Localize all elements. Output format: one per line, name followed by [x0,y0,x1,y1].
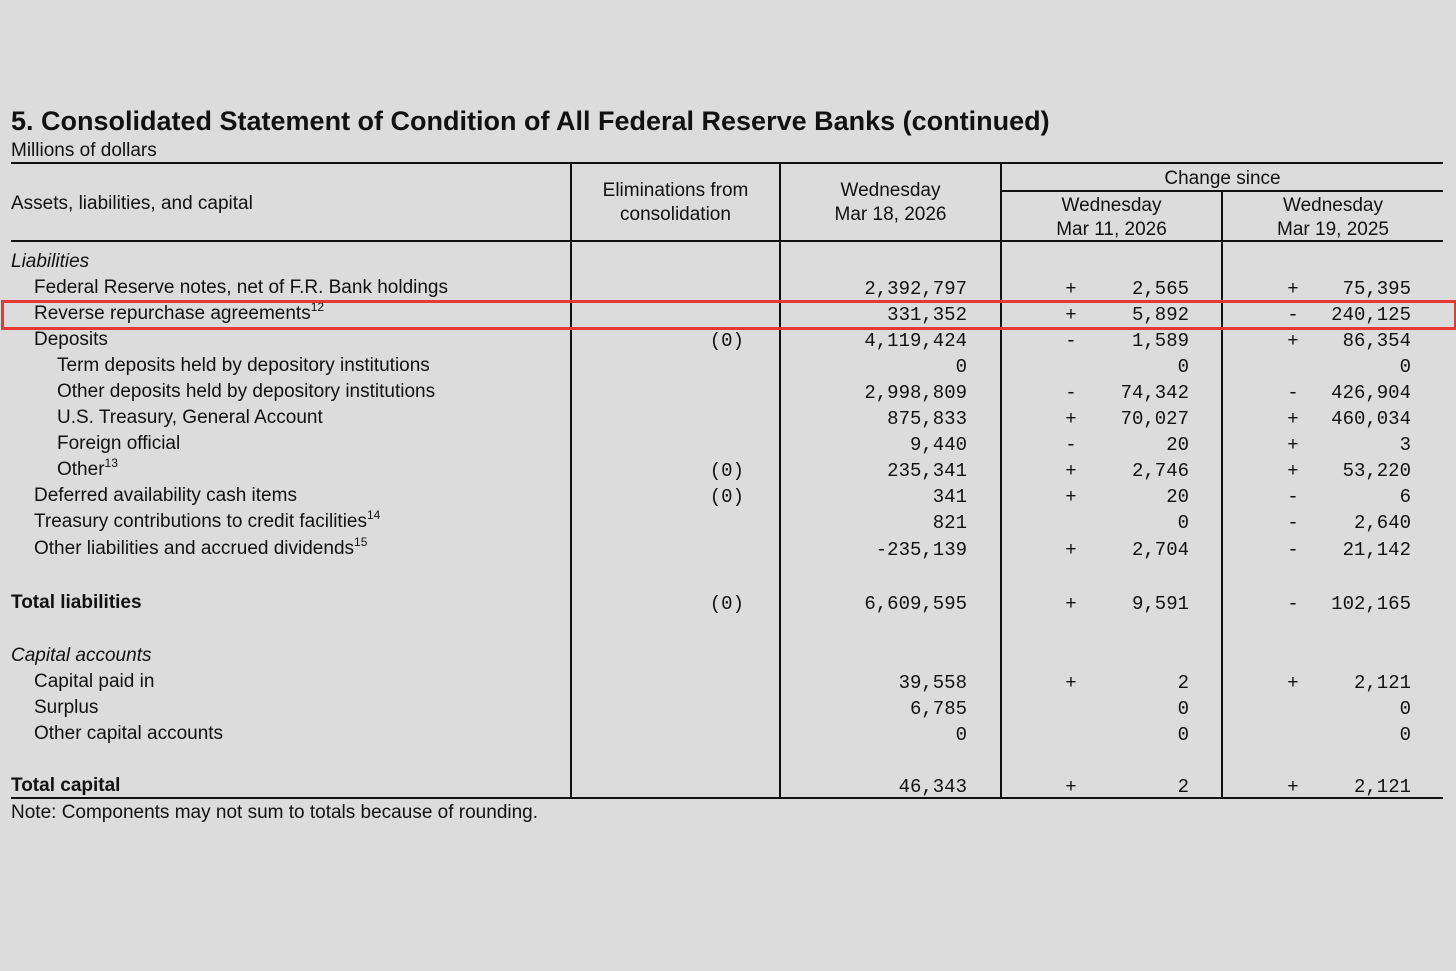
cell-change2: 2,640 [1353,512,1411,534]
cell-value: 46,343 [898,776,967,798]
row-label-text: Deferred availability cash items [34,485,297,506]
col-divider-2 [779,162,781,799]
cell-change1: 2 [1177,776,1189,798]
row-label [11,644,151,668]
row-label [34,510,380,534]
header-chg2-line1: Wednesday [1283,195,1383,216]
cell-value: 0 [955,356,967,378]
cell-change1: 5,892 [1131,304,1189,326]
row-label [57,380,435,404]
row-label [34,696,98,720]
cell-change1-sign: + [1065,304,1077,326]
cell-change2: 460,034 [1331,408,1411,430]
cell-change2: 0 [1399,724,1411,746]
cell-change1-sign: + [1065,593,1077,615]
cell-change1-sign: + [1065,486,1077,508]
cell-change2: 6 [1399,486,1411,508]
cell-change2: 0 [1399,698,1411,720]
cell-change2: 240,125 [1331,304,1411,326]
cell-change2: 426,904 [1331,382,1411,404]
cell-change1: 70,027 [1120,408,1189,430]
footnote-marker: 13 [104,456,118,470]
row-label [34,537,367,561]
cell-change2: 2,121 [1353,776,1411,798]
cell-change2: 21,142 [1342,539,1411,561]
cell-value: 341 [932,486,967,508]
cell-change1: 2,704 [1131,539,1189,561]
row-label-text: Reverse repurchase agreements [34,303,311,324]
cell-change1-sign: + [1065,408,1077,430]
footnote-marker: 14 [366,508,381,522]
row-label-text: Surplus [34,697,99,718]
row-label [11,591,142,615]
cell-change2-sign: - [1287,512,1299,534]
cell-value: 9,440 [909,434,967,456]
cell-change1: 2 [1177,672,1189,694]
cell-change2-sign: + [1287,434,1299,456]
cell-change1-sign: + [1065,460,1077,482]
row-label-text: Treasury contributions to credit facilities [34,511,367,532]
cell-change2-sign: - [1287,382,1299,404]
cell-change2: 75,395 [1342,278,1411,300]
header-elim-line1: Eliminations from [602,180,749,201]
cell-change2: 3 [1399,434,1411,456]
cell-change1: 9,591 [1131,593,1189,615]
header-chg2-line2: Mar 19, 2025 [1277,219,1389,240]
cell-change1-sign: + [1065,278,1077,300]
row-label [34,722,223,746]
row-label [11,774,120,798]
cell-value: 6,609,595 [864,593,967,615]
table-title: 5. Consolidated Statement of Condition of All Federal Reserve Banks (continued) [11,106,1050,136]
cell-value: 235,341 [887,460,967,482]
cell-change2: 53,220 [1342,460,1411,482]
row-label [34,328,108,352]
cell-change2-sign: + [1287,278,1299,300]
cell-eliminations: (0) [709,486,744,508]
cell-change1-sign: + [1065,776,1077,798]
row-label [57,432,180,456]
row-label-text: Federal Reserve notes, net of F.R. Bank holdings [34,277,449,298]
cell-value: 0 [955,724,967,746]
row-label-text: Other deposits held by depository institutions [57,381,436,402]
cell-value: -235,139 [875,539,967,561]
row-label [34,670,154,694]
cell-change1: 0 [1177,356,1189,378]
row-label-text: Capital paid in [34,671,155,692]
cell-eliminations: (0) [709,593,744,615]
cell-change2-sign: - [1287,304,1299,326]
cell-value: 821 [932,512,967,534]
header-wed-line2: Mar 18, 2026 [834,204,947,225]
cell-change1: 20 [1166,434,1189,456]
cell-change2-sign: - [1287,486,1299,508]
row-label [57,354,430,378]
cell-change2: 86,354 [1342,330,1411,352]
cell-change2-sign: + [1287,330,1299,352]
row-label-text: Deposits [34,329,108,350]
cell-eliminations: (0) [709,460,744,482]
cell-change1-sign: - [1065,382,1077,404]
cell-value: 4,119,424 [864,330,967,352]
cell-change1-sign: + [1065,672,1077,694]
cell-change2: 0 [1399,356,1411,378]
cell-change2: 102,165 [1331,593,1411,615]
row-label [57,406,323,430]
row-label-text: Liabilities [11,251,90,272]
cell-change1: 74,342 [1120,382,1189,404]
row-label-text: Other [57,459,105,480]
cell-value: 6,785 [909,698,967,720]
cell-change1: 20 [1166,486,1189,508]
footnote-marker: 12 [310,300,325,314]
bottom-rule [11,797,1443,799]
cell-change1: 2,565 [1131,278,1189,300]
cell-value: 2,998,809 [864,382,967,404]
cell-change1: 0 [1177,724,1189,746]
top-rule [11,162,1443,164]
highlight-box [1,300,1456,330]
header-change-since: Change since [1164,168,1281,189]
cell-value: 331,352 [887,304,967,326]
cell-value: 2,392,797 [864,278,967,300]
row-label-text: Term deposits held by depository institutions [57,355,430,376]
cell-value: 39,558 [898,672,967,694]
cell-change2-sign: + [1287,408,1299,430]
cell-change1: 2,746 [1131,460,1189,482]
row-label [34,484,297,508]
row-label-text: Total capital [11,775,121,796]
row-label [57,458,118,482]
cell-change2-sign: + [1287,460,1299,482]
row-label [11,250,89,274]
header-elim-line2: consolidation [620,204,731,225]
row-label-text: Capital accounts [11,645,152,666]
col-divider-4 [1221,190,1223,799]
row-label-text: Other liabilities and accrued dividends [34,538,355,559]
header-wed-line1: Wednesday [840,180,941,201]
header-label-col: Assets, liabilities, and capital [11,193,253,214]
cell-change1-sign: - [1065,330,1077,352]
header-chg1-line1: Wednesday [1061,195,1162,216]
row-label-text: Foreign official [57,433,181,454]
footnote-marker: 15 [354,535,368,549]
cell-change1: 0 [1177,698,1189,720]
cell-change2: 2,121 [1353,672,1411,694]
cell-change2-sign: - [1287,593,1299,615]
cell-value: 875,833 [887,408,967,430]
table-subtitle: Millions of dollars [11,140,157,161]
cell-change1-sign: - [1065,434,1077,456]
cell-change1-sign: + [1065,539,1077,561]
col-divider-3 [1000,162,1002,799]
table-note: Note: Components may not sum to totals because of rounding. [11,802,539,823]
cell-change2-sign: - [1287,539,1299,561]
cell-change2-sign: + [1287,776,1299,798]
row-label [34,276,448,300]
cell-change1: 1,589 [1131,330,1189,352]
cell-change1: 0 [1177,512,1189,534]
row-label-text: U.S. Treasury, General Account [57,407,323,428]
col-divider-1 [570,162,572,799]
cell-change2-sign: + [1287,672,1299,694]
row-label-text: Other capital accounts [34,723,224,744]
row-label-text: Total liabilities [11,592,142,613]
cell-eliminations: (0) [709,330,744,352]
header-chg1-line2: Mar 11, 2026 [1056,219,1167,240]
